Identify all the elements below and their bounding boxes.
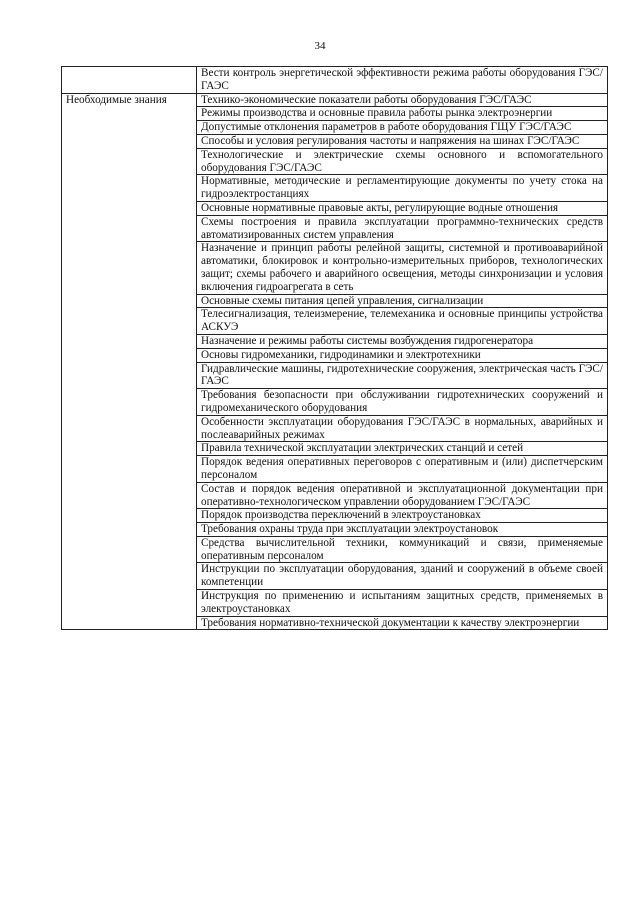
knowledge-item: Нормативные, методические и регламентирующие документы по учету стока на гидроэлектростанциях: [197, 175, 608, 202]
page-number: 34: [314, 40, 326, 52]
row-label-empty: [62, 67, 197, 94]
knowledge-item: Режимы производства и основные правила работы рынка электроэнергии: [197, 107, 608, 121]
knowledge-item: Требования безопасности при обслуживании гидротехнических сооружений и гидромеханического оборудования: [197, 389, 608, 416]
knowledge-item: Схемы построения и правила эксплуатации программно-технических средств автоматизированных систем управления: [197, 215, 608, 242]
knowledge-item: Требования охраны труда при эксплуатации электроустановок: [197, 523, 608, 537]
knowledge-item: Состав и порядок ведения оперативной и эксплуатационной документации при оперативно-технологическом управлении оборудованием ГЭС/ГАЭС: [197, 482, 608, 509]
knowledge-item: Допустимые отклонения параметров в работе оборудования ГЩУ ГЭС/ГАЭС: [197, 121, 608, 135]
knowledge-item: Способы и условия регулирования частоты и напряжения на шинах ГЭС/ГАЭС: [197, 134, 608, 148]
table-row: [62, 93, 608, 107]
knowledge-item: Особенности эксплуатации оборудования ГЭС/ГАЭС в нормальных, аварийных и послеаварийных режимах: [197, 415, 608, 442]
knowledge-item: Назначение и принцип работы релейной защиты, системной и противоаварийной автоматики, блокировок и контрольно-измерительных приборов, технологических защит; схемы рабочего и аварийного освещения, методы синхронизации и условия включения гидроагрегата в сеть: [197, 242, 608, 294]
knowledge-item: Требования нормативно-технической документации к качеству электроэнергии: [197, 616, 608, 630]
knowledge-item: Телесигнализация, телеизмерение, телемеханика и основные принципы устройства АСКУЭ: [197, 308, 608, 335]
section-label: Необходимые знания: [62, 93, 197, 630]
knowledge-item: Гидравлические машины, гидротехнические сооружения, электрическая часть ГЭС/ГАЭС: [197, 362, 608, 389]
knowledge-item: Основные нормативные правовые акты, регулирующие водные отношения: [197, 201, 608, 215]
row-text-continuation: Вести контроль энергетической эффективности режима работы оборудования ГЭС/ГАЭС: [197, 67, 608, 94]
knowledge-item: Правила технической эксплуатации электрических станций и сетей: [197, 442, 608, 456]
knowledge-item: Порядок ведения оперативных переговоров с оперативным и (или) диспетчерским персоналом: [197, 456, 608, 483]
table-row-continuation: [62, 67, 608, 94]
knowledge-item: Технико-экономические показатели работы оборудования ГЭС/ГАЭС: [197, 93, 608, 107]
knowledge-item: Инструкции по эксплуатации оборудования, зданий и сооружений в объеме своей компетенции: [197, 563, 608, 590]
knowledge-item: Технологические и электрические схемы основного и вспомогательного оборудования ГЭС/ГАЭС: [197, 148, 608, 175]
knowledge-item: Инструкция по применению и испытаниям защитных средств, применяемых в электроустановках: [197, 590, 608, 617]
knowledge-item: Основы гидромеханики, гидродинамики и электротехники: [197, 348, 608, 362]
table-body: [62, 67, 608, 630]
knowledge-table: [61, 66, 608, 630]
knowledge-item: Средства вычислительной техники, коммуникаций и связи, применяемые оперативным персоналом: [197, 536, 608, 563]
knowledge-item: Назначение и режимы работы системы возбуждения гидрогенератора: [197, 334, 608, 348]
knowledge-item: Основные схемы питания цепей управления, сигнализации: [197, 294, 608, 308]
knowledge-item: Порядок производства переключений в электроустановках: [197, 509, 608, 523]
